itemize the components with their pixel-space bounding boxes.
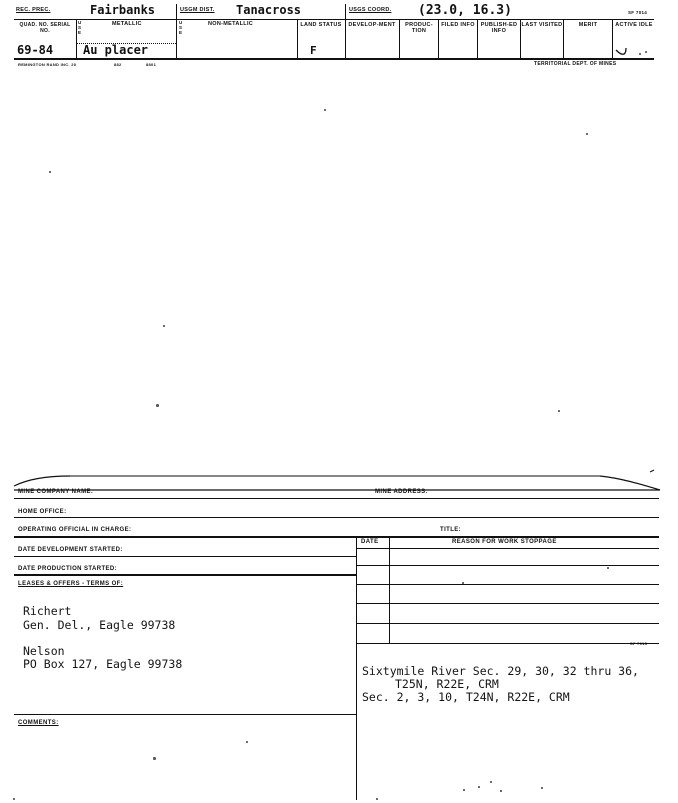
quad-serial-header (16, 22, 74, 34)
top-footer-printer: REMINGTON RAND INC. 20 (18, 62, 77, 67)
top-footer-dept: TERRITORIAL DEPT. OF MINES (534, 61, 617, 67)
top-row-divider (14, 19, 654, 20)
speck (13, 798, 15, 800)
land-status-value: F (310, 44, 317, 57)
speck (156, 404, 159, 407)
nonmetallic-use-prefix: U S E (179, 20, 183, 35)
date-column-divider (389, 536, 390, 644)
leases-offers-label: LEASES & OFFERS - TERMS OF: (18, 581, 124, 587)
lessee-2-name: Nelson (23, 644, 65, 658)
top-footer-code-2: 8801 (146, 62, 157, 67)
top-card-bottom-border (14, 58, 654, 60)
table-header-divider (356, 548, 659, 549)
speck (163, 325, 165, 327)
table-row-divider-2 (356, 584, 659, 585)
rec-prec-value: Fairbanks (90, 3, 156, 17)
date-development-label: DATE DEVELOPMENT STARTED: (18, 547, 123, 553)
speck (153, 757, 156, 760)
filed-info-header: FILED INFO (441, 22, 475, 28)
usgs-coord-label: USGS COORD. (349, 7, 392, 13)
quad-no-header: QUAD. NO. (19, 22, 49, 28)
land-status-header: LAND STATUS (300, 22, 342, 28)
usgm-dist-label: USGM DIST. (180, 7, 215, 13)
col-divider-metallic (76, 19, 77, 58)
last-visited-header: LAST VISITED (521, 22, 563, 28)
speck (541, 787, 543, 789)
date-column-header: DATE (361, 539, 379, 545)
table-row-divider-1 (356, 565, 659, 566)
speck (607, 567, 609, 569)
nonmetallic-header: NON-METALLIC (208, 21, 254, 27)
mine-address-label: MINE ADDRESS: (375, 489, 428, 495)
serial-no-header: SERIAL NO. (40, 22, 71, 34)
metallic-use-prefix: U S E (78, 20, 82, 35)
usgs-coord-value: (23.0, 16.3) (418, 3, 512, 18)
metallic-header: METALLIC (112, 21, 142, 27)
lessee-1-address: Gen. Del., Eagle 99738 (23, 618, 176, 632)
center-vertical-divider (356, 536, 357, 800)
comments-divider (14, 714, 356, 715)
published-info-header: PUBLISH-ED INFO (480, 22, 518, 34)
speck (49, 171, 51, 173)
table-row-divider-4 (356, 623, 659, 624)
active-idle-header: ACTIVE IDLE (615, 22, 653, 28)
table-row-divider-3 (356, 603, 659, 604)
speck (478, 786, 480, 788)
reason-column-header: REASON FOR WORK STOPPAGE (452, 539, 557, 545)
metallic-value: Au placer (83, 43, 149, 57)
comments-label: COMMENTS: (18, 720, 59, 726)
location-line-3: Sec. 2, 3, 10, T24N, R22E, CRM (362, 690, 570, 704)
mine-company-name-label: MINE COMPANY NAME: (18, 489, 94, 495)
location-line-2: T25N, R22E, CRM (395, 677, 499, 691)
operating-official-label: OPERATING OFFICIAL IN CHARGE: (18, 527, 132, 533)
rec-prec-label: REC. PREC. (16, 7, 51, 13)
top-form-number: SF 7014 (628, 10, 648, 15)
speck (246, 741, 248, 743)
date-production-label: DATE PRODUCTION STARTED: (18, 566, 118, 572)
table-row-divider-5 (356, 643, 659, 644)
location-line-1: Sixtymile River Sec. 29, 30, 32 thru 36, (362, 664, 639, 678)
production-header: PRODUC-TION (405, 22, 433, 34)
pencil-mark-icon (612, 44, 652, 60)
speck (558, 410, 560, 412)
header-divider-2 (345, 4, 346, 58)
speck (376, 798, 378, 800)
row-divider-2 (14, 517, 659, 518)
row-divider-1 (14, 498, 659, 499)
row-divider-3 (14, 536, 659, 538)
card-tab-edge (0, 468, 678, 498)
merit-header: MERIT (578, 22, 598, 28)
development-header: DEVELOP-MENT (348, 22, 396, 28)
header-divider-1 (176, 4, 177, 58)
speck (324, 109, 326, 111)
top-footer-code-1: 882 (114, 62, 122, 67)
speck (586, 133, 588, 135)
lessee-1-name: Richert (23, 604, 72, 618)
left-row-divider-2 (14, 574, 356, 576)
home-office-label: HOME OFFICE: (18, 509, 67, 515)
speck (500, 790, 502, 792)
title-label: TITLE: (440, 527, 462, 533)
quad-serial-value: 69-84 (17, 43, 54, 57)
speck (490, 781, 492, 783)
bottom-form-number: SF 7015 (630, 641, 648, 646)
left-row-divider-1 (14, 556, 356, 557)
speck (463, 789, 465, 791)
usgm-dist-value: Tanacross (236, 3, 302, 17)
lessee-2-address: PO Box 127, Eagle 99738 (23, 657, 183, 671)
